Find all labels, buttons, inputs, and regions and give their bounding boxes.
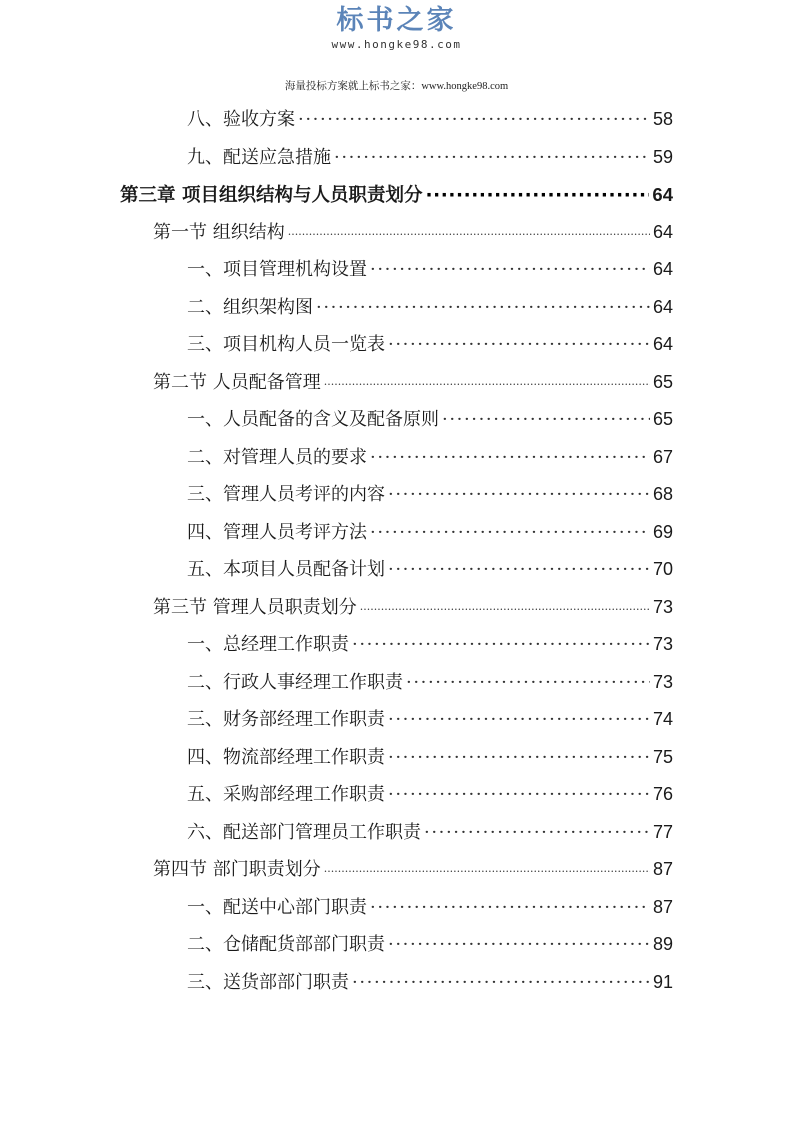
toc-entry-section[interactable] — [153, 214, 673, 251]
toc-page-number: 69 — [652, 521, 673, 542]
toc-dot-leader — [298, 101, 650, 138]
toc-dot-leader — [352, 626, 650, 663]
toc-dot-leader — [370, 889, 650, 926]
toc-entry-label: 一、项目管理机构设置 — [187, 259, 367, 280]
toc-page-number: 77 — [652, 821, 673, 842]
toc-entry-item[interactable] — [187, 326, 673, 363]
toc-page-number: 59 — [652, 146, 673, 167]
toc-page-number: 64 — [652, 184, 673, 205]
toc-entry-label: 四、管理人员考评方法 — [187, 521, 367, 543]
toc-entry-item[interactable] — [187, 664, 673, 701]
logo-url: www.hongke98.com — [331, 38, 462, 51]
toc-dot-leader — [388, 476, 650, 513]
toc-entry-item[interactable] — [187, 964, 673, 1001]
toc-entry-label: 一、配送中心部门职责 — [187, 896, 367, 918]
toc-page-number: 64 — [652, 221, 673, 242]
toc-entry-label: 六、配送部门管理员工作职责 — [187, 821, 421, 843]
toc-entry-label: 三、送货部部门职责 — [187, 971, 349, 993]
toc-page-number: 76 — [652, 784, 673, 804]
toc-page-number: 89 — [652, 934, 673, 954]
toc-dot-leader — [370, 439, 650, 476]
toc-entry-label: 三、财务部经理工作职责 — [187, 709, 385, 730]
toc-dot-leader — [388, 701, 650, 738]
toc-entry-label: 一、总经理工作职责 — [187, 634, 349, 655]
toc-dot-leader — [388, 776, 650, 813]
toc-dot-leader — [360, 589, 650, 628]
toc-dot-leader — [352, 964, 650, 1001]
toc-page-number: 65 — [652, 409, 673, 429]
toc-page-number: 64 — [652, 259, 673, 279]
toc-entry-section[interactable] — [153, 364, 673, 401]
toc-entry-item[interactable] — [187, 889, 673, 926]
toc-entry-label: 九、配送应急措施 — [187, 146, 331, 168]
toc-entry-label: 二、组织架构图 — [187, 296, 313, 318]
toc-entry-label: 五、采购部经理工作职责 — [187, 784, 385, 805]
toc-page-number: 74 — [652, 709, 673, 729]
toc-entry-label: 五、本项目人员配备计划 — [187, 559, 385, 580]
toc-dot-leader — [324, 851, 650, 890]
toc-page-number: 70 — [652, 559, 673, 579]
toc-page-number: 75 — [652, 746, 673, 767]
toc-page-number: 91 — [652, 971, 673, 992]
toc-page-number: 87 — [652, 896, 673, 917]
toc-entry-label: 二、仓储配货部部门职责 — [187, 934, 385, 955]
toc-entry-label: 第三节 管理人员职责划分 — [153, 596, 357, 618]
toc-dot-leader — [388, 926, 650, 963]
toc-entry-item[interactable] — [187, 439, 673, 476]
toc-entry-label: 八、验收方案 — [187, 109, 295, 130]
toc-entry-label: 四、物流部经理工作职责 — [187, 746, 385, 768]
toc-dot-leader — [442, 401, 650, 438]
toc-dot-leader — [370, 514, 650, 551]
toc-dot-leader — [288, 214, 650, 253]
toc-entry-item[interactable] — [187, 551, 673, 588]
toc-page-number: 65 — [652, 371, 673, 392]
toc-entry-item[interactable] — [187, 701, 673, 738]
toc-entry-section[interactable] — [153, 851, 673, 888]
toc-page-number: 68 — [652, 484, 673, 504]
toc-dot-leader — [388, 326, 650, 363]
toc-page-number: 64 — [652, 334, 673, 354]
toc-entry-label: 二、行政人事经理工作职责 — [187, 671, 403, 693]
toc-entry-item[interactable] — [187, 626, 673, 663]
toc-entry-label: 第二节 人员配备管理 — [153, 371, 321, 393]
toc-entry-item[interactable] — [187, 289, 673, 326]
toc-entry-item[interactable] — [187, 476, 673, 513]
toc-page-number: 73 — [652, 671, 673, 692]
toc-entry-label: 第三章 项目组织结构与人员职责划分 — [120, 185, 423, 206]
toc-entry-item[interactable] — [187, 401, 673, 438]
toc-page-number: 87 — [652, 859, 673, 879]
toc-entry-item[interactable] — [187, 926, 673, 963]
toc-entry-item[interactable] — [187, 739, 673, 776]
toc-entry-item[interactable] — [187, 514, 673, 551]
toc-dot-leader — [324, 364, 650, 403]
toc-entry-label: 二、对管理人员的要求 — [187, 446, 367, 468]
page-header: 海量投标方案就上标书之家：www.hongke98.com — [284, 81, 509, 92]
toc-page-number: 73 — [652, 596, 673, 617]
toc-entry-section[interactable] — [153, 589, 673, 626]
toc-entry-item[interactable] — [187, 776, 673, 813]
toc-entry-item[interactable] — [187, 139, 673, 176]
toc-page-number: 67 — [652, 446, 673, 467]
toc-entry-item[interactable] — [187, 814, 673, 851]
toc-entry-item[interactable] — [187, 251, 673, 288]
toc-page-number: 73 — [652, 634, 673, 654]
site-logo — [0, 4, 793, 52]
toc-dot-leader — [388, 551, 650, 588]
toc-dot-leader — [425, 177, 649, 214]
toc-dot-leader — [334, 139, 650, 176]
toc-dot-leader — [406, 664, 650, 701]
toc-entry-chapter[interactable] — [120, 176, 673, 213]
toc-entry-label: 一、人员配备的含义及配备原则 — [187, 409, 439, 430]
logo-text: 标书之家 — [336, 5, 457, 36]
toc-dot-leader — [316, 289, 650, 326]
toc-entry-label: 第一节 组织结构 — [153, 221, 285, 243]
toc-page-number: 58 — [652, 109, 673, 129]
toc-entry-label: 第四节 部门职责划分 — [153, 859, 321, 880]
toc-dot-leader — [370, 251, 650, 288]
toc-entry-item[interactable] — [187, 101, 673, 138]
toc-dot-leader — [424, 814, 650, 851]
toc-page-number: 64 — [652, 296, 673, 317]
toc-dot-leader — [388, 739, 650, 776]
toc-entry-label: 三、项目机构人员一览表 — [187, 334, 385, 355]
toc-entry-label: 三、管理人员考评的内容 — [187, 484, 385, 505]
